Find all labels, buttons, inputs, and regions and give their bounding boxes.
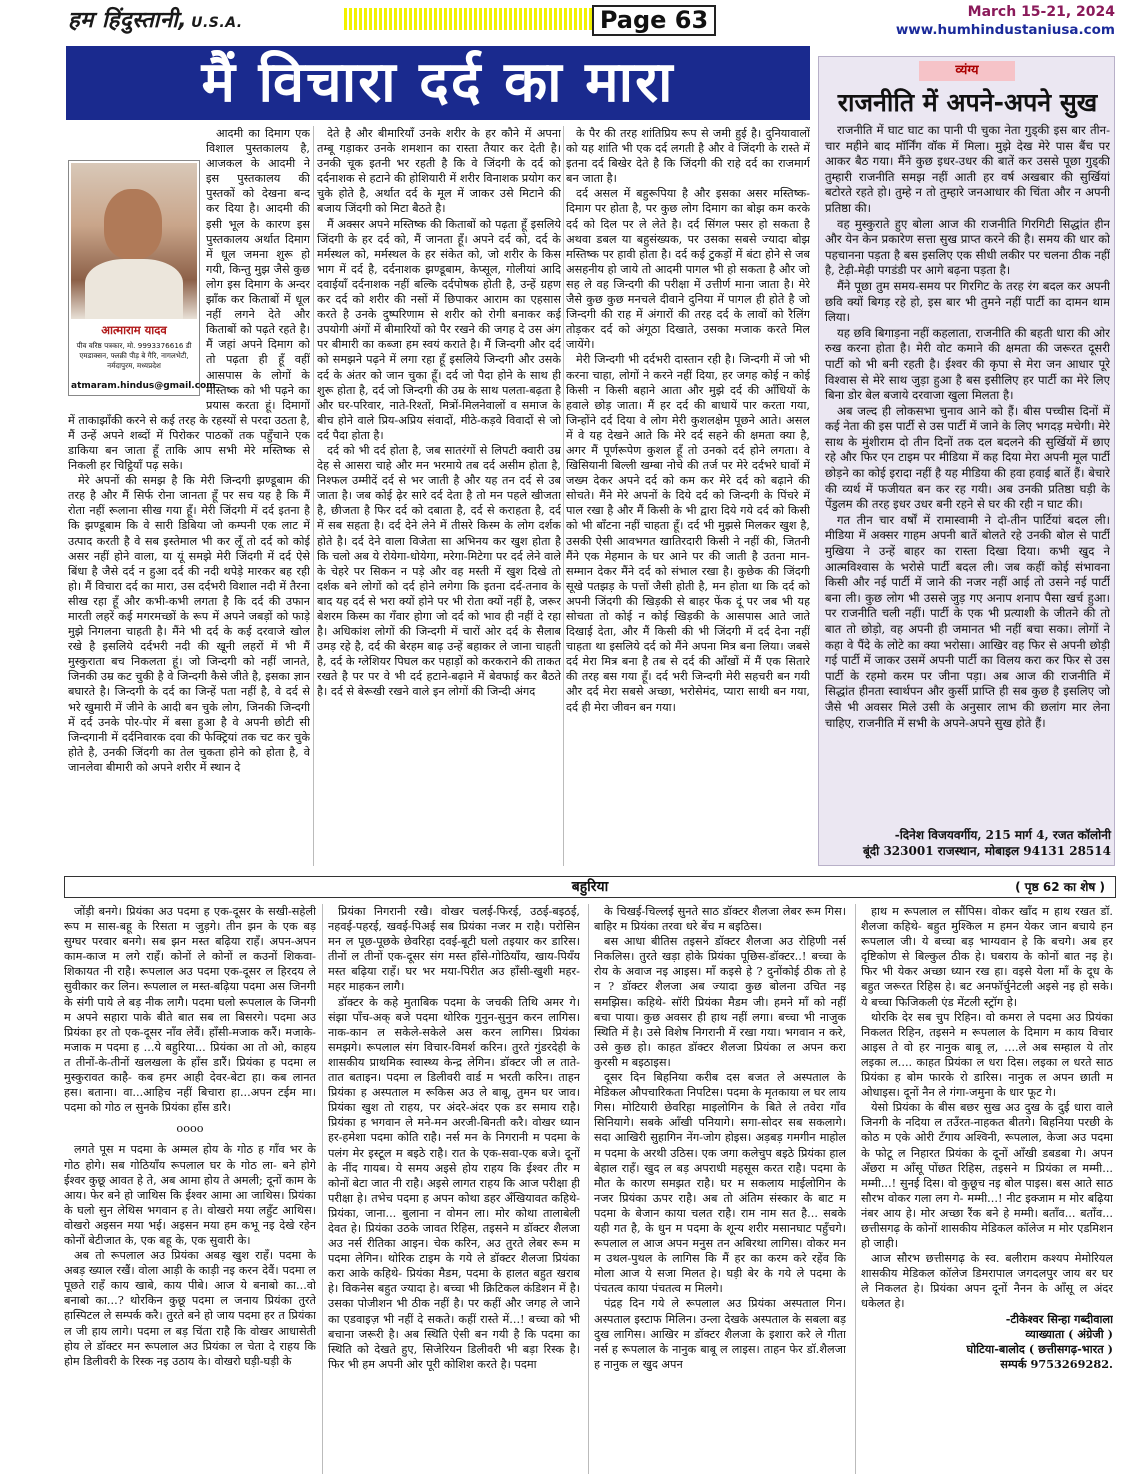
story-paragraph: अब तो रूपलाल अउ प्रियंका अबड़ खुश राहँ। पदमा के अबड़ ख्याल रखैं। वोला आड़ी के काड़ी नइ करन देवैं। पदमा ल पूछते राहँ काय खाबे, काय पीबे। आज ये बनाबो का...वो बनाबो का...? थोरकिन कुछू पदमा ल जनाय प्रियंका तुरते हास्पिटल ले सम्पर्क करै। तुरते बने हो जाय पदमा हर त प्रियंका ल जी हाय लागे। पदमा ल बड़ चिंता राहै कि वोखर आधासेती होय ले डॉक्टर मन रूपलाल अउ प्रियंका ल चेता दे राहय कि होम डिलीवरी के रिस्क नइ उठाय के। वोखरो घड़ी-घड़ी के xyxy=(64,1249,316,1368)
story-paragraph: के चिखई-चिल्लई सुनते साठ डॉक्टर शैलजा लेबर रूम गिस। बाहिर म प्रियंका तरवा धरे बेंच म बइठिस। xyxy=(594,905,846,934)
story-paragraph: थोरकि देर सब चुप रिहिन। वो कमरा ले पदमा अउ प्रियंका निकलत रिहिन, तइसने म रूपलाल के दिमाग म काय विचार आइस ते वो हर नानुक बाबू ल, ....ले अब सम्हाल ये तोर लइका ल.... काहत प्रियंका ल धरा दिस। लइका ल धरते साठ प्रियंका ह बोम फारके रो डारिस। नानुक ल अपन छाती म ओधाइस। दूनों नैन ले गंगा-जमुना के धार फूट गे। xyxy=(861,1010,1113,1100)
column-divider xyxy=(563,126,564,866)
section-separator: oooo xyxy=(176,1122,204,1136)
story-paragraph: आज सौरभ छत्तीसगढ़ के स्व. बलीराम कश्यप मेमोरियल शासकीय मेडिकल कॉलेज डिमरापाल जगदलपुर जाय बर घर ले निकलत हे। प्रियंका अपन दूनों नैनन के आँसू ल अंदर धकेलत हे। xyxy=(861,1252,1113,1311)
satire-signature-line: -दिनेश विजयवर्गीय, 215 मार्ग 4, रजत कॉलोनी xyxy=(894,828,1111,842)
satire-body xyxy=(825,123,1110,823)
satire-box xyxy=(818,56,1115,866)
satire-signature-line: बूंदी 323001 राजस्थान, मोबाइल 94131 28514 xyxy=(862,844,1111,858)
article-paragraph: के पैर की तरह शांतिप्रिय रूप से जमी हुई है। दुनियावालों को यह शांति भी एक दर्द लगती है और वे जिंदगी के रास्ते में इतना दर्द बिखेर देते है कि जिंदगी की राहे दर्द का राजमार्ग बन जाता है। xyxy=(566,127,810,186)
author-description: पीव वरिष्ठ पत्रकार, मो. 9993376616 डी एमडाक्सन, फ्लक्री पीड़ बे गैरि, नागलभेटी, नर्मदापुरम, मध्यप्रदेश xyxy=(76,341,192,370)
author-email[interactable]: atmaram.hindus@gmail.com xyxy=(71,381,216,391)
story-paragraph: डॉक्टर के कहे मुताबिक पदमा के जचकी तिथि अमर गे। संझा पाँच-अक् बजे पदमा थोरिक गुनुन-सुनुन करन लागिस। नाक-कान ल सकेले-सकेले अस करन लागिस। प्रियंका समझगे। रूपलाल संग विचार-विमर्श करिन। तुरते गुंडरदेही के शासकीय प्राथमिक स्वास्थ्य केन्द्र लेगिन। डॉक्टर जी ल ताते-तात बताइन। पदमा ल डिलीवरी वार्ड म भरती करिन। ताहन प्रियंका ह अस्पताल म रूकिस अउ ले बाबू, तुमन घर जाव। प्रियंका खुश तो राहय, पर अंदरे-अंदर एक डर समाय राहै। प्रियंका ह भगवान ले मने-मन अरजी-बिनती करै। वोखर ध्यान हर-हमेशा पदमा कोति राहै। नर्स मन के निगरानी म पदमा के पलंग मेर इस्टूल म बइठे राहै। रात के एक-सवा-एक बजे। दूनों के नींद गायब। ये समय अइसे होय राहय कि ईश्वर तीर म कोनों बेटा जात नी राहै। अइसे लागत राहय कि आज परीक्षा ही परीक्षा हे। तभेच पदमा ह अपन कोथा डहर अँखियावत कहिथे-प्रियंका, जाना... बुलाना न वोमन ला। मोर कोथा तालाबेली देवत हे। प्रियंका उठके जावत रिहिस, तइसने म डॉक्टर शैलजा अउ नर्स रीतिका आइन। चेक करिन, अउ तुरते लेबर रूम म पदमा लेगिन। थोरिक टाइम के गये ले डॉक्टर शैलजा प्रियंका करा आके कहिथे- प्रियंका मैडम, पदमा के हालत बहुत खराब हे। विकनेस बहुत ज्यादा हे। बच्चा भी क्रिटिकल कंडिशन में है। उसका पोजीशन भी ठीक नहीं है। पर कहीं और जगह ले जाने का एडवाइज़ भी नहीं दे सकते। कहीं रास्ते में...! बच्चा को भी बचाना जरूरी है। अब स्थिति ऐसी बन गयी है कि पदमा का स्थिति को देखते हुए, सिजेरियन डिलीवरी भी बड़ा रिस्क है। फिर भी हम अपनी ओर पूरी कोशिश करते है। पदमा xyxy=(328,995,580,1371)
author-photo xyxy=(71,163,197,319)
continuation-title: बहुरिया xyxy=(571,879,609,895)
article-paragraph: दर्द असल में बहुरूपिया है और इसका असर मस्तिष्क-दिमाग पर होता है, पर कुछ लोग दिमाग का बोझ कम करके दर्द को दिल पर ले लेते है। दर्द सिंगल फ्सर हो सकता है अथवा डबल या बहुसंख्यक, पर उसका सबसे ज्यादा बोझ मस्तिष्क पर हावी होता है। दर्द कई टुकड़ों में बंटा होने से जब असहनीय हो जाये तो आदमी पागल भी हो सकता है और जो सह ले वह जिन्दगी की परीक्षा में उत्तीर्ण माना जाता है। मेरे जैसे कुछ कुछ मनचले दीवाने दुनिया में पागल ही होते है जो जिन्दगी की राह में अंगारों की तरह दर्द के लावों को रैलिंग तोड़कर दर्द को अंगूठा दिखाते, उसका मजाक करते मिल जायेंगे। xyxy=(566,187,810,352)
story-author-title: व्याख्याता ( अंग्रेजी ) xyxy=(1025,1326,1113,1341)
newspaper-name: हम हिंदुस्तानी, xyxy=(68,8,188,33)
page-number: Page 63 xyxy=(592,5,716,36)
story-paragraph: दूसर दिन बिहनिया करीब दस बजत ले अस्पताल के मेडिकल औपचारिकता निपटिस। पदमा के मृतकाया ल घर लाय गिस। मोटियारी छेवरिहा माइलोगिन के बिते ले तवेरा गाँव सिनियागे। सबके आँखी पनियागे। सगा-सोदर सब सकलागे। सदा आखिरी सुहागिन नेंग-जोग होइस। अड़बड़ गमगीन माहोल म पदमा के अरथी उठिस। एक जगा कलेचुप बइठे प्रियंका हाल बेहाल राहँ। खुद ल बड़ अपराधी महसूस करत राहै। पदमा के मौत के कारण समझत राहै। घर म सकलाय माईलोगिन के नजर प्रियंका ऊपर राहै। अब तो अंतिम संस्कार के बाट म पदमा के बेजान काया चलत राहै। राम नाम सत है... सबके यही गत है, के धुन म पदमा के शून्य शरीर मसानघाट पहुँचगे। रूपलाल ल आज अपन मनुस तन अबिरथा लागिस। वोकर मन म उथल-पुथल के लागिस कि मैं हर का करम करे रहेंव कि मोला आज ये सजा मिलत हे। घड़ी बेर के गये ले पदमा के पंचतत्व काया पंचतत्व म मिलगे। xyxy=(594,1071,846,1296)
story-author-contact: सम्पर्क 9753269282. xyxy=(1000,1356,1113,1371)
story-column-4 xyxy=(861,904,1113,1474)
masthead xyxy=(0,0,1135,42)
article-paragraph: देते है और बीमारियाँ उनके शरीर के हर कौने में अपना तम्बू गड़ाकर उनके शमशान का रास्ता तैयार कर देती है। उनकी चूक इतनी भर रहती है कि वे जिंदगी के दर्द को दर्दनाशक से हटाने की होशियारी में शरीर विनाशक प्रयोग कर चुके होते है, अर्थात दर्द के मूल में जाकर उसे मिटाने की बजाय जिंदगी को मिटा बैठते है। xyxy=(317,127,561,216)
satire-paragraph: मैंने पूछा तुम समय-समय पर गिरगिट के तरह रंग बदल कर अपनी छवि क्यों बिगड़ रहे हो, इस बार भी तुमने नहीं पार्टी का दामन थाम लिया। xyxy=(825,278,1110,325)
article-paragraph: मैं अक्सर अपने मस्तिष्क की किताबों को पढ़ता हूँ इसलिये जिंदगी के हर दर्द को, मैं जानता हूँ। अपने दर्द को, दर्द के मर्मस्थल को, मर्मस्थल के हर संकेत को, जो शरीर के किस भाग में दर्द है, दर्दनाशक झण्डूबाम, केप्सूल, गोलीयां आदि दवाईयाँ दर्दनाशक नहीं बल्कि दर्दपोषक होती है, उन्हें ग्रहण कर दर्द को शरीर की नसों में छिपाकर आराम का एहसास करते है उनके दुष्परिणाम से शरीर को रोगी बनाकर कई उपयोगी अंगों में बीमारियों को पैर रखने की जगह दे उस अंग पर बीमारी का कब्जा हम स्वयं कराते है। मैं जिन्दगी और दर्द को समझने पढ़ने में लगा रहा हूँ इसलिये जिन्दगी और उसके दर्द के अंतर को जान चुका हूँ। दर्द जो पैदा होने के साथ ही शुरू होता है, दर्द जो जिन्दगी की उम्र के साथ पलता-बढ़ता है और घर-परिवार, नाते-रिश्तों, मित्रों-मिलनेवालों व समाज के बीच होने वाले प्रिय-अप्रिय संवादों, मीठे-कड़वे विवादों से जो दर्द पैदा होता है। xyxy=(317,217,561,442)
article-headline: मैं विचारा दर्द का मारा xyxy=(66,46,810,120)
continuation-header xyxy=(64,876,1116,898)
website-link[interactable]: www.humhindustaniusa.com xyxy=(895,22,1115,38)
satire-tag: व्यंग्य xyxy=(919,61,1015,81)
satire-signature xyxy=(849,827,1111,859)
story-paragraph: येसो प्रियंका के बीस बछर सुख अउ दुख के दुई धारा वाले जिनगी के नदिया ल तउँरत-नाहकत बीतगे। बिहनिया परछी के कोठ म एके ओरी टँगाय अश्विनी, रूपलाल, केजा अउ पदमा के फोटू ल निहारत प्रियंका के दूनों आँखी डबडबा गे। अपन अँछरा म आँसू पोंछत रिहिस, तइसने म प्रियंका ल मम्मी... मम्मी...! सुनई दिस। वो कुछूच नइ बोल पाइस। बस आते साठ सौरभ वोकर गला लग गे- मम्मी...! नीट इक्जाम म मोर बढ़िया नंबर आय हे। मोर अच्छा रैंक बने हे मम्मी। बताँव... बताँव... छत्तीसगढ़ के कोनों शासकीय मेडिकल कॉलेज म मोर एडमिशन हो जाही। xyxy=(861,1101,1113,1251)
satire-paragraph: यह छवि बिगाड़ना नहीं कहलाता, राजनीति की बहती धारा की ओर रुख करना होता है। मेरी वोट कमाने की क्षमता की जरूरत दूसरी पार्टी को भी बनी रहती है। ईश्वर की कृपा से मेरा जन आधार पूरे विश्वास से मेरे साथ जुड़ा हुआ है बस इसीलिए हर पार्टी का मेरे लिए बिना डोर बेल बजाये दरवाजा खुला मिलता है। xyxy=(825,325,1110,403)
satire-paragraph: राजनीति में घाट घाट का पानी पी चुका नेता गुड्की इस बार तीन-चार महीने बाद मॉर्निंग वॉक में मिला। मुझे देख मेरे पास बैंच पर आकर बैठ गया। मैंने कुछ इधर-उधर की बातें कर उससे पूछा गुड्की तुम्हारी राजनीति समझ नहीं आती हर वर्ष अखबार की सुर्खियां बटोरते रहते हो। तुम्हे न तो तुम्हारे जनआधार की चिंता और न अपनी प्रतिष्ठा की। xyxy=(825,123,1110,215)
article-column-2 xyxy=(317,126,561,868)
story-author-place: घोटिया-बालोद ( छत्तीसगढ़-भारत ) xyxy=(966,1341,1113,1356)
story-paragraph: प्रियंका निगरानी रखै। वोखर चलई-फिरई, उठई-बइठई, नहवई-पहरई, खवई-पिअई सब प्रियंका नजर म राहै। परोसिन मन ल पूछ-पूछके छेवरिहा दवई-बूटी घलो तइयार कर डारिस। तीनों ल तीनों एक-दूसर संग मस्त हाँसे-गोठियाँय, खाय-पियँय मस्त बढ़िया राहँ। घर भर मया-पिरीत अउ हाँसी-खुशी महर-महर माहकन लागै। xyxy=(328,905,580,994)
article-paragraph: दर्द को भी दर्द होता है, जब सातरंगों से लिपटी क्वारी उम्र देह से आसरा चाहे और मन भरमाये तब दर्द असीम होता है, निश्फल उम्मीदें दर्द से भर जाती है और यह तन दर्द से उब जाता है। जब कोई ढ़ेर सारे दर्द देता है तो मन पहले खीजता है, छीजता है फिर दर्द को दबाता है, दर्द से कराहता है, दर्द में सब सहता है। दर्द देने लेने में तीसरे किस्म के लोग दर्शक होते है। दर्द देने वाला विजेता सा अभिनय कर खुश होता है कि चलो अब ये रोयेगा-धोयेगा, मरेगा-मिटेगा पर दर्द लेने वाले के चेहरे पर सिकन न पड़े और वह मस्ती में खुश दिखे तो दर्शक बने लोगों को दर्द होने लगेगा कि इतना दर्द-तनाव के बाद यह दर्द से भरा क्यों होने पर भी रोता क्यों नहीं है, जरूर बेशरम किस्म का गँवार होगा जो दर्द को भाव ही नहीं दे रहा है। अधिकांश लोगों की जिन्दगी में चारों ओर दर्द के सैलाब उमड़ रहे है, दर्द की बेरहम बाढ़ उन्हें बहाकर ले जाना चाहती है, दर्द के ग्लेशियर पिघल कर पहाड़ों को करकराने की ताकत रखते है पर पर वे भी दर्द हटाने-बढ़ाने में बेवफाई कर बैठते है। दर्द से बेरूखी रखने वाले इन लोगों की जिन्दी अंगद xyxy=(317,443,561,699)
story-paragraph: बस आधा बीतिस तइसने डॉक्टर शैलजा अउ रोहिणी नर्स निकलिस। तुरते खड़ा होके प्रियंका पूछिस-डॉक्टर..! बच्चा के रोय के अवाज नइ आइस। माँ कइसे हे ? दुनोंकोई ठीक तो हे न ? डॉक्टर शैलजा अब ज्यादा कुछ बोलना उचित नइ समझिस। कहिथे- सॉरी प्रियंका मैडम जी। हमने माँ को नहीं बचा पाया। कुछ अवसर ही हाथ नहीं लगा। बच्चा भी नाजुक स्थिति में है। उसे विशेष निगरानी में रखा गया। भगवान न करे, उसे कुछ हो। काहत डॉक्टर शैलजा प्रियंका ल अपन करा कुरसी म बइठाइस। xyxy=(594,935,846,1069)
article-column-3 xyxy=(566,126,810,868)
column-divider xyxy=(855,904,856,1474)
column-divider xyxy=(588,904,589,1474)
story-column-3 xyxy=(594,904,846,1474)
issue-date: March 15-21, 2024 xyxy=(967,4,1115,20)
satire-paragraph: गत तीन चार वर्षों में रामास्वामी ने दो-तीन पार्टियां बदल ली। मीडिया में अक्सर गाहम अपनी बातें बोलते रहे उनकी बोल से पार्टी मुखिया ने उन्हें बाहर का रास्ता दिखा दिया। कभी खुद ने आत्मविश्वास के भरोसे पार्टी बदल ली। जब कहीं कोई संभावना किसी और नई पार्टी में जाने की नजर नहीं आई तो उसने नई पार्टी बना ली। कुछ लोग भी उससे जुड़ गए अनाप शनाप पैसा खर्च हुआ। पर राजनीति चली नहीं। पार्टी के एक भी प्रत्याशी के जीतने की तो बात तो छोड़ो, वह अपनी ही जमानत भी नहीं बचा सका। लोगों ने कहा वे पैंदे के लोटे का क्या भरोसा। आखिर वह फिर से अपनी छोड़ी गई पार्टी में जाकर उसमें अपनी पार्टी का विलय करा कर फिर से उस पार्टी के रहमो करम पर जीना पड़ा। अब आज की राजनीति में सिद्धांत हीनता स्वार्थपन और कुर्सी प्राप्ति ही सब कुछ है इसलिए जो जैसे भी अवसर मिले उसी के अनुसार लाभ की छलांग मार लेना चाहिए, राजनीति में सभी के अपने-अपने सुख होते हैं। xyxy=(825,512,1110,730)
article-paragraph: मेरे अपनों की समझ है कि मेरी जिन्दगी झण्डूबाम की तरह है और मैं सिर्फ रोना जानता हूँ पर सच यह है कि मैं रोता नहीं रूलाना सीख गया हूँ। मेरी जिंदगी में दर्द इतना है कि झण्डूबाम कि वे सारी डिबिया जो कम्पनी एक लाट में उत्पाद करती है वे सब इस्तेमाल भी कर लूँ तो दर्द को कोई असर नहीं होने वाला, या यूं समझे मेरी जिंदगी में दर्द ऐसे बिंधा है जैसे दर्द न हुआ दर्द की नदी थपेड़े मारकर बह रही हो। मैं विचारा दर्द का मारा, उस दर्दभरी विशाल नदी में तैरना सीख रहा हूँ और कभी-कभी लगता है कि दर्द की उफान मारती लहरें कई मगरमच्छों के रूप में अपने जबड़ों को फाड़े मुझे निगलना चाहती है। मैंने भी दर्द के कई दरवाजे खोल रखे है इसलिये दर्दभरी नदी की खूनी लहरों में भी मैं मुस्कुराता बच निकलता हूं। जो जिन्दगी को नहीं जानते, जिनकी उम्र कट चुकी है वे जिन्दगी कैसे जीते है, इसका ज्ञान बघारते है। जिन्दगी के दर्द का जिन्हें पता नहीं है, वे दर्द से भरे खुमारी में जीने के आदी बन चुके लोग, जिनकी जिन्दगी में दर्द उनके पोर-पोर में बसा हुआ है वे अपनी छोटी सी जिन्दगानी में दर्दनिवारक दवा की फेक्ट्रियां तक चट कर चुके होते है, उनकी जिंदगी का तेल चुकता होने को होता है, वे जानलेवा बीमारी को अपने शरीर में स्थान दे xyxy=(68,474,310,774)
satire-paragraph: वह मुस्कुराते हुए बोला आज की राजनीति गिरगिटी सिद्धांत हीन और येन केन प्रकारेण सत्ता सुख प्राप्त करने की है। समय की धार को पहचानना पड़ता है बस इसलिए एक सीधी लकीर पर चलना ठीक नहीं है, टेढ़ी-मेढ़ी पगडंडी पर आगे बढ़ना पड़ता है। xyxy=(825,216,1110,278)
article-paragraph: मेरी जिन्दगी भी दर्दभरी दास्तान रही है। जिन्दगी में जो भी करना चाहा, लोगों ने करने नहीं दिया, हर जगह कोई न कोई किसी न किसी बहाने आता और मुझे दर्द की आँधियों के हवाले छोड़ जाता। मैं हर दर्द की बाधायें पार करता गया, जिन्होंने दर्द दिया वे लोग मेरी कुशलक्षेम पूछने आते। असल में वे यह देखने आते कि मेरे दर्द सहने की क्षमता क्या है, अगर मैं पूर्णरूपेण कुशल हूँ तो उनको दर्द होने लगता। वे खिसियानी बिल्ली खम्बा नोचे की तर्ज पर मेरे दर्दभरे घावों में जख्म देकर अपने दर्द को कम कर मेरे दर्द को बढ़ाने की सोचते। मैंने मेरे अपनों के दिये दर्द को जिन्दगी के पिंचरे में पाल रखा है और मैं किसी के भी द्वारा दिये गये दर्द को किसी को भी बाँटना नहीं चाहता हूँ। दर्द भी मुझसे मिलकर खुश है, उसकी ऐसी आवभगत खातिरदारी किसी ने नहीं की, जितनी मैंने एक मेहमान के घर आने पर की जाती है उतना मान-सम्मान देकर मैंने दर्द को संभाल रखा है। कुछेक की जिंदगी सूखे पतझड़ के पत्तों जैसी होती है, मन होता था कि दर्द को अपनी जिंदगी की खिड़की से बाहर फेंक दूं पर जब भी यह सोचता तो कोई न कोई खिड़की के आसपास आते जाते दिखाई देता, और मैं किसी की भी जिंदगी में दर्द देना नहीं चाहता था इसलिये दर्द को मैंने अपना मित्र बना लिया। जबसे दर्द मेरा मित्र बना है तब से दर्द की आँखों में मैं एक सितारे की तरह बस गया हूँ। दर्द भरी जिन्दगी मेरी सहचरी बन गयी और दर्द मेरा सबसे अच्छा, भरोसेमंद, प्यारा साथी बन गया, दर्द ही मेरा जीवन बन गया। xyxy=(566,353,810,714)
story-paragraph: जोंड़ी बनगे। प्रियंका अउ पदमा ह एक-दूसर के सखी-सहेली रूप म सास-बहू के रिसता म जुड़गे। तीन झन के एक बड़ सुग्घर परवार बनगे। सब झन मस्त बढ़िया राहँ। अपन-अपन काम-काज म लगे राहँ। कोनों ले कोनों ल कउनों शिकवा-शिकायत नी राहै। रूपलाल अउ पदमा एक-दूसर ल हिरदय ले सुवीकार कर लिन। रूपलाल ल मस्त-बढ़िया पदमा अस जिनगी के संगी पाये ले बड़ नीक लागै। पदमा घलो रूपलाल के जिनगी म अपने सहारा पाके बीते बात सब ला बिसरगे। पदमा अउ प्रियंका हर तो एक-दूसर नाँव लेवैं। हाँसी-मजाक करैं। मजाके-मजाक म पदमा ह ...ये बहुरिया... प्रियंका आ तो ओ, काहय त तीनों-के-तीनों खलखला के हाँस डारैं। प्रियंका ह पदमा ल मुस्कुरावत काहै- कब हमर आही देवर-बेटा हा। कब लानत हस। बताना। वा...आहिच नहीं बिचारा हा...अपन टईम मा। पदमा को गोठ ल सुनके प्रियंका हाँस डारै। xyxy=(64,905,316,1115)
author-card xyxy=(68,160,216,396)
continuation-page-ref: ( पृष्ठ 62 का शेष ) xyxy=(1015,880,1105,894)
story-author-name: -टीकेश्वर सिन्हा गब्दीवाला xyxy=(1005,1311,1113,1326)
satire-paragraph: अब जल्द ही लोकसभा चुनाव आने को हैं। बीस पच्चीस दिनों में कई नेता की इस पार्टी से उस पार्टी में जाने के लिए भगदड़ मचेगी। मेरे साथ के मुंशीराम दो तीन दिनों तक दल बदलने की सुर्खियों में छाए रहे और फिर एन टाइम पर मीडिया में कह दिया मेरा अपनी मूल पार्टी छोड़ने का कोई इरादा नहीं है यह मीडिया की हवा हवाई बातें हैं। बेचारे की व्यर्थ में फजीयत बन कर रह गयी। अब उनकी प्रतिष्ठा घड़ी के पेंडुलम की तरह इधर उधर बनी रहने से घर की रही न घाट की। xyxy=(825,403,1110,512)
column-divider xyxy=(322,904,323,1474)
newspaper-region: U.S.A. xyxy=(191,15,243,31)
story-author xyxy=(861,1312,1113,1372)
decorative-stripe xyxy=(344,8,592,30)
article-paragraph: आदमी का दिमाग एक विशाल पुस्तकालय है, आजकल के आदमी ने इस पुस्तकालय की पुस्तकों को देखना बन्द कर दिया है। आदमी की इसी भूल के कारण इस पुस्तकालय अर्थात दिमाग में धूल जमना शुरू हो गयी, किन्तु मुझ जैसे कुछ लोग इस दिमाग के अन्दर झाँक कर किताबों में धूल नहीं लगने देते और किताबों को पढ़ते रहते है। मैं जहां अपने दिमाग को तो पढ़ता ही हूँ वहीं आसपास के लोगों के मस्तिष्क को भी पढ़ने का प्रयास करता हूं। दिमागों में ताकाझाँकी करने से कई तरह के रहस्यों से परदा उठता है, मैं उन्हें अपने शब्दों में पिरोकर पाठकों तक पहुँचाने एक डाकिया बन जाता हूँ ताकि आप सभी मेरे मस्तिष्क से निकली हर चिट्ठियाँ पढ़ सके। xyxy=(68,127,310,473)
newspaper-title xyxy=(68,4,243,34)
story-paragraph: हाथ म रूपलाल ल सौंपिस। वोकर खाँद म हाथ रखत डॉ. शैलजा कहिथे- बहुत मुश्किल म हमन येकर जान बचाये हन रूपलाल जी। ये बच्चा बड़ भाग्यवान हे कि बचगे। अब हर दृष्टिकोण से बिल्कुल ठीक हे। घबराय के कोनों बात नइ हे। फिर भी येकर अच्छा ध्यान रख हा। वइसे येला माँ के दूध के बहुत जरूरत रिहिस हे। बट अनफॉर्चुनेटली अइसे नइ हो सके। ये बच्चा फिजिकली एंड मेंटली स्ट्रॉग हे। xyxy=(861,905,1113,1009)
column-divider xyxy=(313,126,314,866)
story-paragraph: पंद्रह दिन गये ले रूपलाल अउ प्रियंका अस्पताल गिन। अस्पताल इस्टाफ मिलिन। उन्ला देखके अस्पताल के सबला बड़ दुख लागिस। आखिर म डॉक्टर शैलजा के इशारा करे ले गीता नर्स ह रूपलाल के नानुक बाबू ल लाइस। ताहन फेर डॉ.शैलजा ह नानुक ल खुद अपन xyxy=(594,1297,846,1371)
story-paragraph: लगते पूस म पदमा के अम्मल होय के गोठ ह गाँव भर के गोठ होगे। सब गोठियाँय रूपलाल घर के गोठ ला- बने होगे ईश्वर कुछू आवत हे ते, अब आमा होय ते अमली; दूनों काम के आय। फेर बने हो जाथिस कि ईश्वर आमा आ जाथिस। प्रियंका के घलो सुन लेथिस भगवान ह ते। वोखरो मया लहुँट आथिस। वोखरो अइसन मया भई। अइसन मया हम कभू नइ देखे रहेन कोनों बेटीजात के, एक बहू के, एक सुवारी के। xyxy=(64,1143,316,1247)
satire-title: राजनीति में अपने-अपने सुख xyxy=(837,88,1098,117)
story-column-2 xyxy=(328,904,580,1474)
author-name: आत्माराम यादव xyxy=(101,323,167,337)
article-column-1 xyxy=(68,126,310,868)
story-column-1 xyxy=(64,904,316,1474)
